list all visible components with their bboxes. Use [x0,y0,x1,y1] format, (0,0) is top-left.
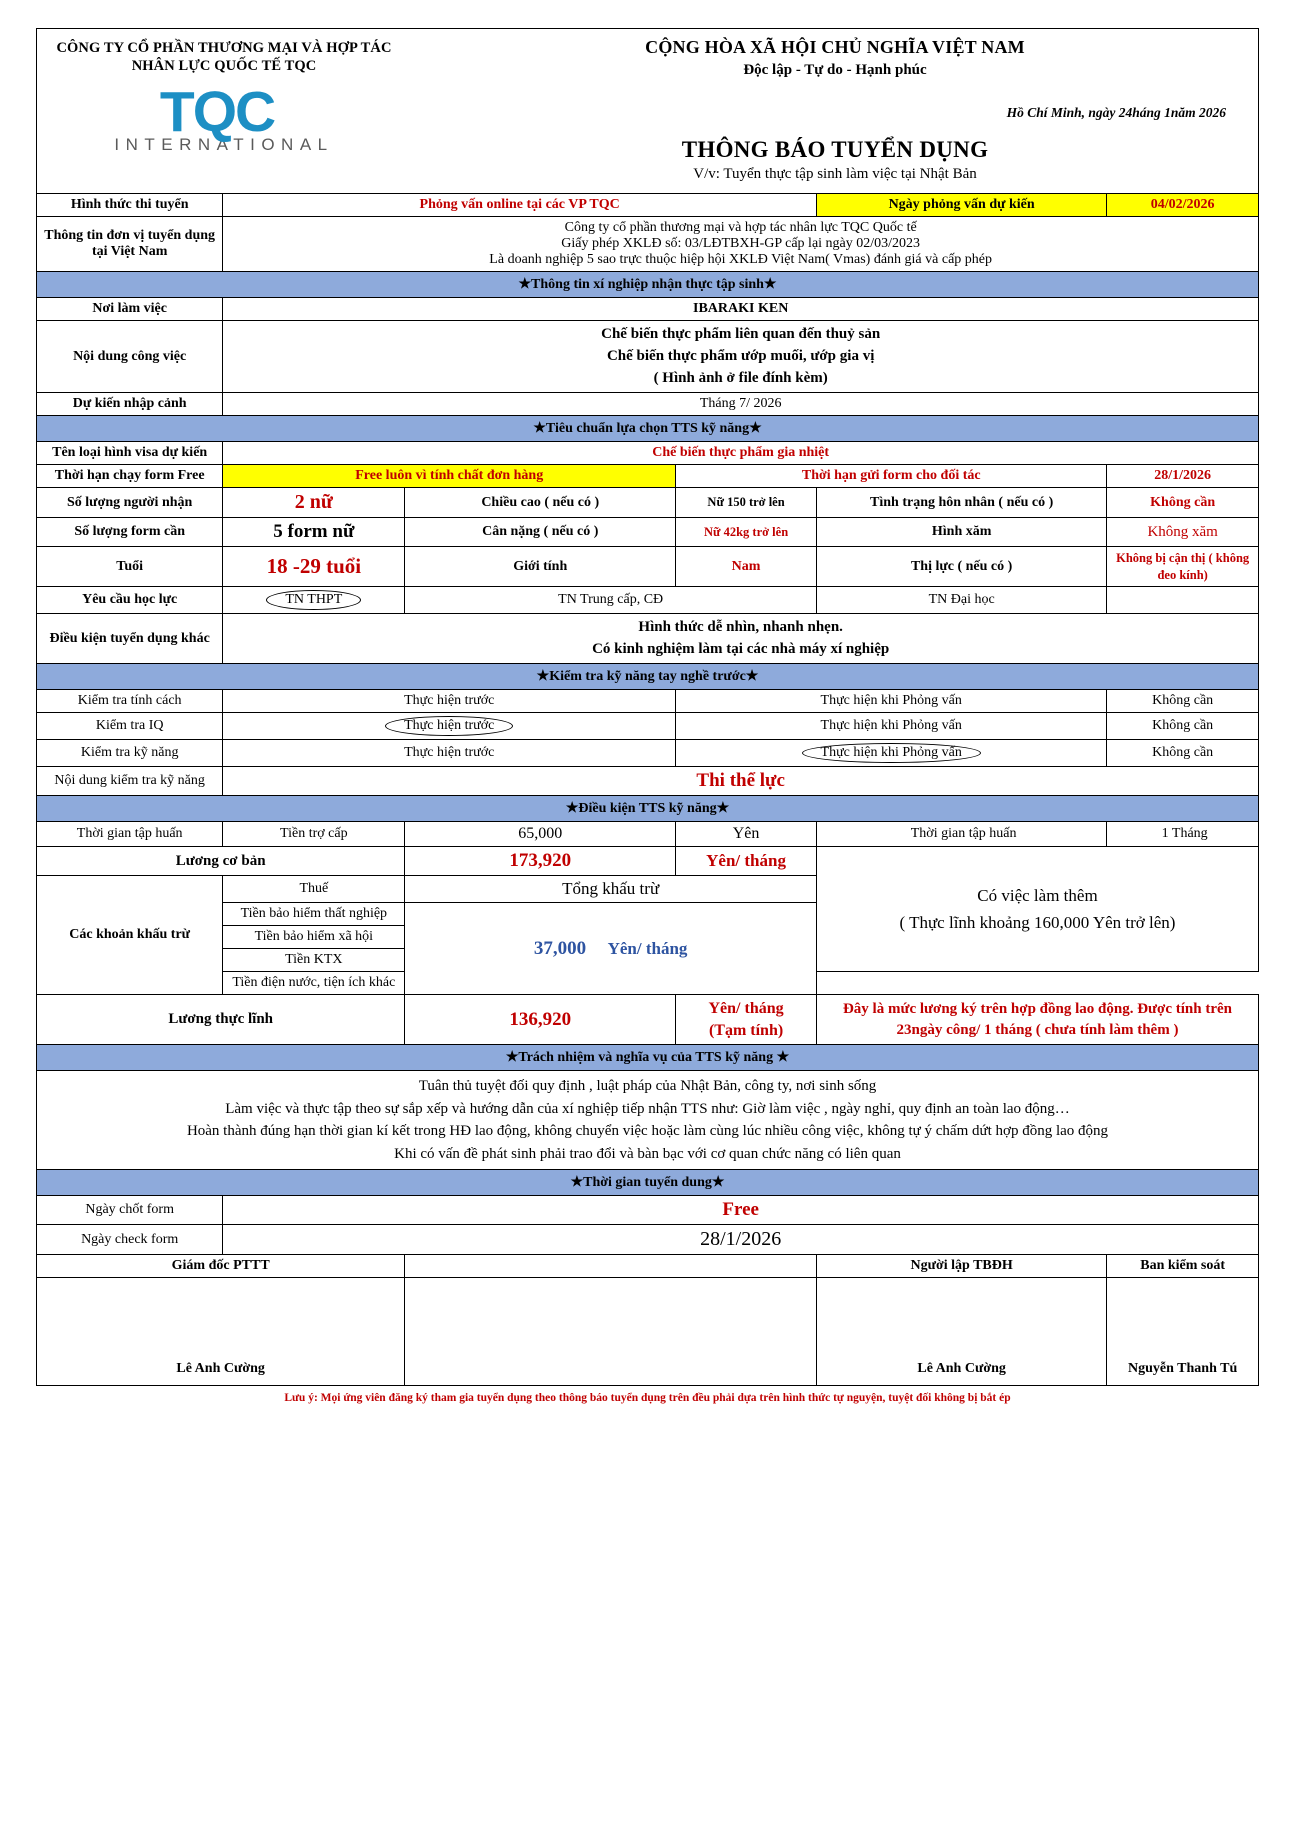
table-row [37,1196,1259,1225]
overtime-note [816,847,1258,972]
table-row [37,416,1259,442]
duty-item: Hoàn thành đúng hạn thời gian kí kết trong HĐ lao động, không chuyển việc hoặc làm cùng lúc nhiều công việc, không tự ý chấm dứt hợp đồng lao động [186,1123,1109,1140]
job-value [223,321,1259,393]
table-row [37,995,1259,1045]
sign-maker-name: Lê Anh Cường [816,1278,1106,1386]
allowance-unit: Yên [676,822,817,847]
test-iq-none[interactable]: Không cần [1107,713,1259,740]
table-row [37,321,1259,393]
total-deduct-value: 37,000 [533,937,587,959]
education-option-tc[interactable]: TN Trung cấp, CĐ [405,586,817,613]
recruiter-line-2: Giấy phép XKLĐ số: 03/LĐTBXH-GP cấp lại ngày 02/03/2023 [561,236,921,251]
deduction-item-dorm: Tiền KTX [223,949,405,972]
net-salary-note: (Tạm tính) [708,1021,784,1039]
test-personality-label: Kiểm tra tính cách [37,690,223,713]
education-option-dh[interactable]: TN Đại học [816,586,1106,613]
workplace-label: Nơi làm việc [37,298,223,321]
weight-label: Cân nặng ( nếu có ) [405,518,676,547]
test-skill-label: Kiểm tra kỹ năng [37,740,223,767]
company-name: CÔNG TY CỔ PHẦN THƯƠNG MẠI VÀ HỢP TÁC NHÂN LỰC QUỐC TẾ TQC [56,40,392,75]
check-form-value: 28/1/2026 [223,1225,1259,1255]
logo-text [159,80,288,145]
sign-maker-label: Người lập TBĐH [816,1255,1106,1278]
table-row [37,796,1259,822]
table-row [37,1071,1259,1170]
section-duties: ★Trách nhiệm và nghĩa vụ của TTS kỹ năng ★ [37,1045,1259,1071]
section-enterprise: ★Thông tin xí nghiệp nhận thực tập sinh★ [37,272,1259,298]
height-label: Chiều cao ( nếu có ) [405,488,676,518]
duty-item: Khi có vấn đề phát sinh phải trao đổi và bàn bạc với cơ quan chức năng có liên quan [394,1145,901,1162]
interview-date-label: Ngày phỏng vấn dự kiến [816,194,1106,217]
recruiter-line-3: Là doanh nghiệp 5 sao trực thuộc hiệp hội XKLĐ Việt Nam( Vmas) đánh giá và cấp phép [489,252,993,267]
base-salary-value: 173,920 [405,847,676,876]
marital-value: Không cần [1107,488,1259,518]
footnote: Lưu ý: Mọi ứng viên đăng ký tham gia tuyển dụng theo thông báo tuyển dụng trên đều phải dựa trên hình thức tự nguyện, tuyệt đối không bị bắt ép [284,1392,1011,1405]
workplace-value: IBARAKI KEN [223,298,1259,321]
deduction-item-tax: Thuế [223,876,405,903]
test-personality-before[interactable]: Thực hiện trước [223,690,676,713]
table-row [37,1225,1259,1255]
base-salary-unit: Yên/ tháng [676,847,817,876]
tattoo-value: Không xăm [1107,518,1259,547]
section-time: ★Thời gian tuyển dung★ [37,1170,1259,1196]
table-row [37,442,1259,465]
job-line-1: Chế biến thực phẩm liên quan đến thuỷ sản [601,326,881,342]
other-line-1: Hình thức dễ nhìn, nhanh nhẹn. [638,618,843,635]
test-iq-before-text: Thực hiện trước [385,716,513,736]
total-deduct-unit: Yên/ tháng [607,938,688,958]
sign-control-name: Nguyễn Thanh Tú [1107,1278,1259,1386]
place-date-text: Hồ Chí Minh, ngày 24háng 1năm 2026 [1006,105,1226,120]
test-skill-before[interactable]: Thực hiện trước [223,740,676,767]
table-row [37,194,1259,217]
other-line-2: Có kinh nghiệm làm tại các nhà máy xí nghiệp [592,640,890,657]
weight-value: Nữ 42kg trở lên [676,518,817,547]
free-form-label: Thời hạn chạy form Free [37,465,223,488]
entry-value: Tháng 7/ 2026 [223,393,1259,416]
table-row [37,547,1259,587]
vision-label: Thị lực ( nếu có ) [816,547,1106,587]
marital-label: Tình trạng hôn nhân ( nếu có ) [816,488,1106,518]
duty-item: Tuân thủ tuyệt đối quy định , luật pháp của Nhật Bản, công ty, nơi sinh sống [418,1078,877,1095]
table-row [37,822,1259,847]
section-standard: ★Tiêu chuẩn lựa chọn TTS kỹ năng★ [37,416,1259,442]
test-personality-none[interactable]: Không cần [1107,690,1259,713]
document-header [36,28,1259,193]
height-value: Nữ 150 trở lên [676,488,817,518]
education-option-thpt[interactable] [223,586,405,613]
section-test: ★Kiểm tra kỹ năng tay nghề trước★ [37,664,1259,690]
interview-date-value: 04/02/2026 [1107,194,1259,217]
table-row [37,664,1259,690]
send-form-label: Thời hạn gửi form cho đối tác [676,465,1107,488]
age-label: Tuổi [37,547,223,587]
send-form-value: 28/1/2026 [1107,465,1259,488]
recruiter-line-1: Công ty cổ phần thương mại và hợp tác nhân lực TQC Quốc tế [564,220,917,235]
job-label: Nội dung công việc [37,321,223,393]
base-salary-label: Lương cơ bản [37,847,405,876]
vision-value: Không bị cận thị ( không đeo kính) [1107,547,1259,587]
sign-control-label: Ban kiểm soát [1107,1255,1259,1278]
test-personality-interview[interactable]: Thực hiện khi Phỏng vấn [676,690,1107,713]
table-row [37,613,1259,664]
recruiter-label: Thông tin đơn vị tuyển dụng tại Việt Nam [37,217,223,272]
check-form-label: Ngày check form [37,1225,223,1255]
table-row [37,518,1259,547]
net-salary-right-note: Đây là mức lương ký trên hợp đồng lao động. Được tính trên 23ngày công/ 1 tháng ( chưa tính làm thêm ) [816,995,1258,1045]
quantity-value: 2 nữ [223,488,405,518]
table-row [37,217,1259,272]
training-time-label-2: Thời gian tập huấn [816,822,1106,847]
announcement-table [36,193,1259,1386]
table-row [37,740,1259,767]
close-form-label: Ngày chốt form [37,1196,223,1225]
quantity-label: Số lượng người nhận [37,488,223,518]
test-skill-none[interactable]: Không cần [1107,740,1259,767]
other-condition-value [223,613,1259,664]
nation-motto: Độc lập - Tự do - Hạnh phúc [743,62,927,78]
allowance-label: Tiền trợ cấp [223,822,405,847]
recruiter-info [223,217,1259,272]
education-label: Yêu cầu học lực [37,586,223,613]
table-row [37,767,1259,796]
table-row [37,713,1259,740]
overtime-line-1: Có việc làm thêm [977,886,1098,906]
deduction-item-utilities: Tiền điện nước, tiện ích khác [223,972,405,995]
sign-director-label: Giám đốc PTTT [37,1255,405,1278]
table-row [37,586,1259,613]
job-line-3: ( Hình ảnh ở file đính kèm) [653,369,828,386]
test-content-label: Nội dung kiểm tra kỹ năng [37,767,223,796]
page-title: THÔNG BÁO TUYỂN DỤNG [681,137,989,162]
tqc-logo [43,80,405,155]
deduction-label: Các khoản khấu trừ [37,876,223,995]
allowance-value: 65,000 [405,822,676,847]
table-row [37,847,1259,876]
interview-form-label: Hình thức thi tuyển [37,194,223,217]
gender-value: Nam [676,547,817,587]
test-iq-interview[interactable]: Thực hiện khi Phỏng vấn [676,713,1107,740]
deduction-item-unemployment: Tiền bảo hiểm thất nghiệp [223,903,405,926]
header-right [412,29,1258,193]
training-time-label: Thời gian tập huấn [37,822,223,847]
total-deduct-cell [405,903,817,995]
education-option-thpt-text: TN THPT [266,590,361,610]
age-value: 18 -29 tuổi [223,547,405,587]
test-iq-label: Kiểm tra IQ [37,713,223,740]
test-skill-interview[interactable] [676,740,1107,767]
net-salary-unit-cell [676,995,817,1045]
table-row [37,488,1259,518]
test-content-value: Thi thể lực [223,767,1259,796]
duty-item: Làm việc và thực tập theo sự sắp xếp và hướng dẫn của xí nghiệp tiếp nhận TTS như: Giờ làm việc , ngày nghỉ, quy định an toàn lao động… [225,1100,1070,1117]
header-left [37,29,412,161]
overtime-line-2: ( Thực lĩnh khoảng 160,000 Yên trở lên) [899,913,1176,933]
visa-label: Tên loại hình visa dự kiến [37,442,223,465]
education-option-empty [1107,586,1259,613]
duties-list [37,1071,1259,1170]
page-subtitle: V/v: Tuyển thực tập sinh làm việc tại Nhật Bản [693,166,977,182]
tattoo-label: Hình xăm [816,518,1106,547]
job-line-2: Chế biến thực phẩm ướp muối, ướp gia vị [606,347,875,364]
table-row [37,272,1259,298]
logo-letters: TQC [159,80,275,145]
free-form-value: Free luôn vì tính chất đơn hàng [223,465,676,488]
gender-label: Giới tính [405,547,676,587]
form-need-value: 5 form nữ [223,518,405,547]
table-row [37,1170,1259,1196]
place-date [422,105,1248,121]
net-salary-unit: Yên/ tháng [708,1000,784,1018]
sign-blank-name [405,1278,817,1386]
visa-value: Chế biến thực phẩm gia nhiệt [223,442,1259,465]
training-time-value: 1 Tháng [1107,822,1259,847]
total-deduct-label: Tổng khấu trừ [405,876,817,903]
table-row [37,1255,1259,1278]
test-iq-before[interactable] [223,713,676,740]
table-row [37,1045,1259,1071]
other-condition-label: Điều kiện tuyển dụng khác [37,613,223,664]
table-row [37,393,1259,416]
table-row [37,298,1259,321]
table-row [37,465,1259,488]
entry-label: Dự kiến nhập cảnh [37,393,223,416]
interview-form-value: Phỏng vấn online tại các VP TQC [223,194,817,217]
net-salary-label: Lương thực lĩnh [37,995,405,1045]
net-salary-value: 136,920 [405,995,676,1045]
test-skill-interview-text: Thực hiện khi Phỏng vấn [802,743,981,763]
deduction-item-social: Tiền bảo hiểm xã hội [223,926,405,949]
table-row [37,690,1259,713]
close-form-value: Free [223,1196,1259,1225]
section-conditions: ★Điều kiện TTS kỹ năng★ [37,796,1259,822]
sign-blank-label [405,1255,817,1278]
table-row [37,1278,1259,1386]
logo-subtext: INTERNATIONAL [114,135,334,155]
sign-director-name: Lê Anh Cường [37,1278,405,1386]
nation-title: CỘNG HÒA XÃ HỘI CHỦ NGHĨA VIỆT NAM [645,37,1025,57]
form-need-label: Số lượng form cần [37,518,223,547]
